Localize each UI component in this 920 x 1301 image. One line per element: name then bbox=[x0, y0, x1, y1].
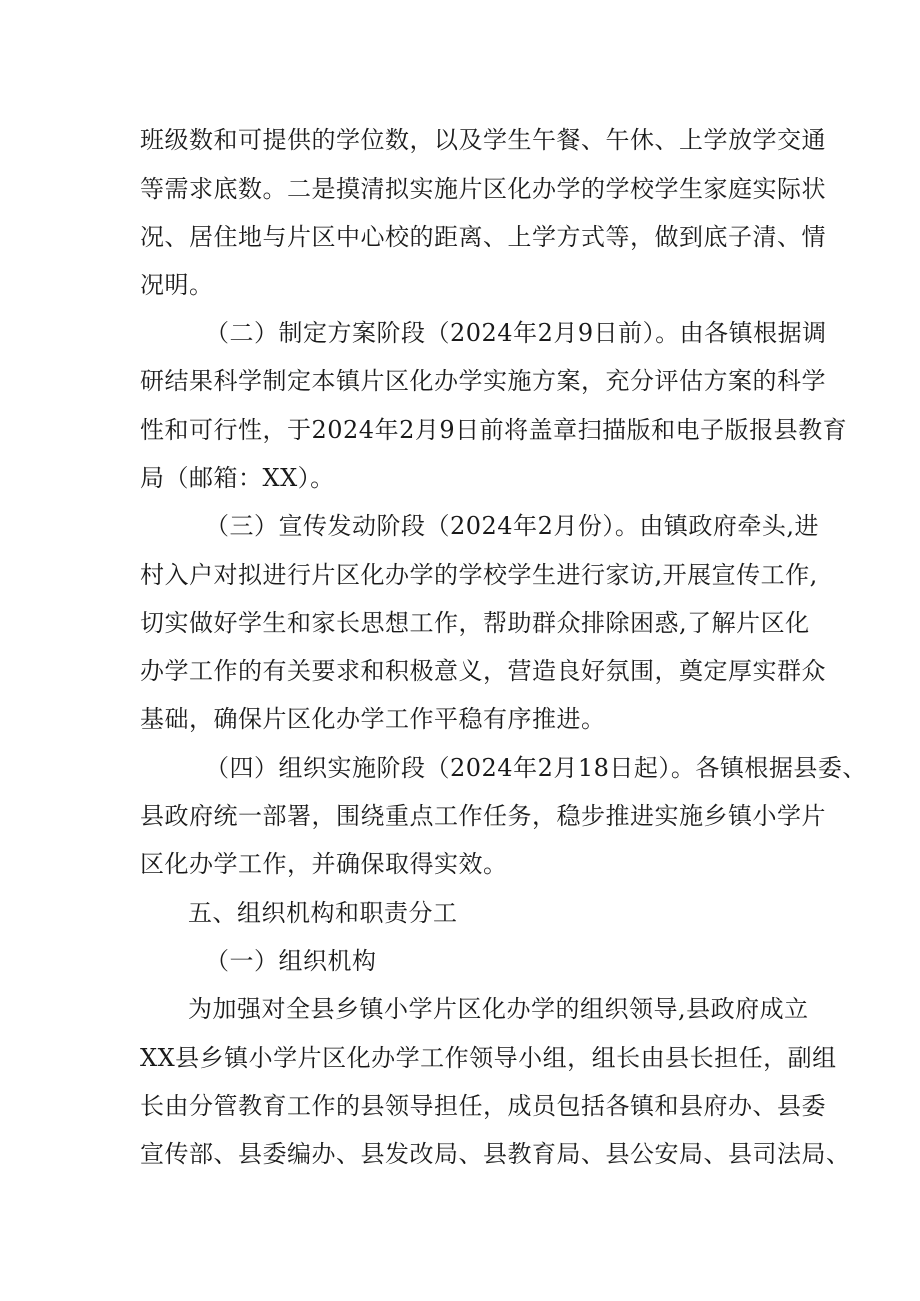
body-line: 县政府统一部署，围绕重点工作任务，稳步推进实施乡镇小学片 bbox=[140, 802, 826, 830]
body-line: 研结果科学制定本镇片区化办学实施方案，充分评估方案的科学 bbox=[140, 367, 826, 395]
body-line: 基础，确保片区化办学工作平稳有序推进。 bbox=[140, 705, 606, 733]
section-heading-line: （二）制定方案阶段（2024年2月9日前）。由各镇根据调 bbox=[205, 319, 827, 347]
body-line: 性和可行性，于2024年2月9日前将盖章扫描版和电子版报县教育 bbox=[140, 416, 848, 444]
body-line: 宣传部、县委编办、县发改局、县教育局、县公安局、县司法局、 bbox=[140, 1140, 851, 1168]
body-line: 切实做好学生和家长思想工作，帮助群众排除困惑,了解片区化 bbox=[140, 609, 810, 637]
body-line: 况明。 bbox=[140, 271, 214, 299]
body-line: 办学工作的有关要求和积极意义，营造良好氛围，奠定厚实群众 bbox=[140, 657, 826, 685]
section-heading-line: （四）组织实施阶段（2024年2月18日起）。各镇根据县委、 bbox=[205, 754, 867, 782]
body-line: XX县乡镇小学片区化办学工作领导小组，组长由县长担任，副组 bbox=[140, 1044, 837, 1072]
body-line: 长由分管教育工作的县领导担任，成员包括各镇和县府办、县委 bbox=[140, 1092, 826, 1120]
body-line: 为加强对全县乡镇小学片区化办学的组织领导,县政府成立 bbox=[188, 995, 809, 1023]
subsection-heading: （一）组织机构 bbox=[205, 947, 377, 975]
body-line: 村入户对拟进行片区化办学的学校学生进行家访,开展宣传工作, bbox=[140, 561, 818, 589]
body-line: 局（邮箱：XX）。 bbox=[140, 464, 335, 492]
body-line: 班级数和可提供的学位数，以及学生午餐、午休、上学放学交通 bbox=[140, 126, 826, 154]
section-heading-line: （三）宣传发动阶段（2024年2月份）。由镇政府牵头,进 bbox=[205, 512, 819, 540]
body-line: 等需求底数。二是摸清拟实施片区化办学的学校学生家庭实际状 bbox=[140, 175, 826, 203]
chapter-heading: 五、组织机构和职责分工 bbox=[188, 899, 458, 927]
body-line: 区化办学工作，并确保取得实效。 bbox=[140, 850, 508, 878]
body-line: 况、居住地与片区中心校的距离、上学方式等，做到底子清、情 bbox=[140, 223, 826, 251]
